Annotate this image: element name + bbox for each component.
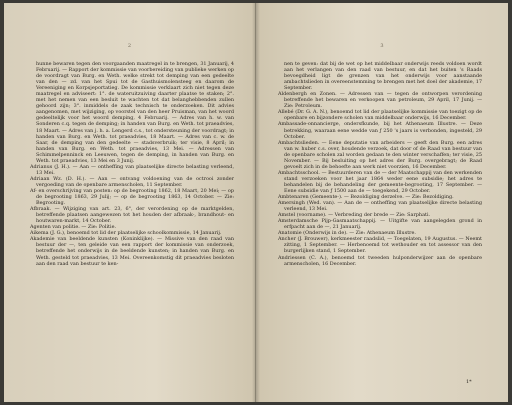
index-entry: Allebé (Dr. G. A. N.), benoemd tot lid der plaatselijke kommissie van toezigt op de openbare en bijzondere scholen van middelbaar onderwijs, 16 December. bbox=[278, 109, 482, 122]
index-entry: nen te geven: dat bij de wet op het middelbaar onderwijs reeds voldoen wordt aan het verlangen van den raad van bestuur, en dat het buiten 's Raads bevoegdheid ligt de grenzen van het onderwijs voor aanstaande ambachtslieden in overeenstemming te brengen met het doel der akademie, 17 September. bbox=[284, 61, 482, 92]
right-page-text bbox=[278, 61, 482, 267]
page-number-right: 3 bbox=[380, 43, 384, 49]
index-entry: Amersingh (Wed. van). — Aan de — ontheffing van plaatselijke directe belasting verleend, 13 Mei. bbox=[278, 200, 482, 213]
index-entry: Andriessen (C. A.), benoemd tot tweeden hulponderwijzer aan de openbare armenscholen, 16 December. bbox=[278, 254, 482, 267]
index-entry: Adrianus (J. H.). — Aan — ontheffing van plaatselijke directe belasting verleend, 13 Mei. bbox=[30, 163, 234, 176]
signature-mark: 1* bbox=[466, 379, 472, 385]
index-entry: Ancher (J. Brouwer), kerkmeester raadslid, — Toegelaten, 19 Augustus. — Neemt zitting, 1 September. — Herbenoemd tot wethouder en tot assessor van den burgerlijken stand, 1 September. bbox=[278, 236, 482, 255]
page-number-left: 2 bbox=[127, 43, 132, 49]
index-entry: Ambachtslieden. — Eene deputatie van arbeiders — geeft den Burg. een adres van w. huber c.s. over, houdende verzoek, dat door of de Raad van bestuur van de openbare scholen zal worden gedaan te den winter verschaffen; ter visie, 25 November. — Bij besluiting op het adres der Burg. overgebragt; de Raad gevoelt zich in de behoefte aan werk niet voorzien, 16 December. bbox=[278, 139, 482, 170]
index-entry: Afbraak. — Wijziging van art. 23, 6°, der verordening op de marktgelden, betreffende plaatsen aangewezen tot het houden der afbraak-, brandhout- en houtwaren-markt, 14 October. bbox=[30, 206, 234, 225]
open-book bbox=[4, 3, 508, 402]
left-page bbox=[4, 3, 256, 402]
index-entry: Akademie van beeldende kunsten (Koninklijke). — Missive van den raad van bestuur der —, ten geleide van een rapport der kommissie van onderzoek, betreffende het onderwijs in de beeldende kunsten; in handen van Burg. en Weth. gesteld tot praeadvies, 13 Mei. Overeenkomstig dit praeadvies besloten aan den raad van bestuur te ken- bbox=[30, 236, 234, 267]
index-entry: Anatomie (Onderwijs in de). — Zie: Athenaeum Illustre. bbox=[278, 230, 416, 237]
index-entry: Af- en overschrijving van posten: op de begrooting 1862, 18 Maart, 20 Mei; — op de begrooting 1863, 29 Julij; — op de begrooting 1863, 14 October. — Zie: Begrooting. bbox=[30, 187, 234, 207]
left-page-text bbox=[30, 61, 234, 267]
index-entry: Aikema (J. G.), benoemd tot lid der plaatselijke schoolkommissie, 14 Januarij. bbox=[30, 230, 222, 237]
index-entry: Ambassade-onnancierge, ondersfkunde, bij het Athenaeum Illustre. — Deze betrekking, waaraan eene wedde van ƒ 250 's jaars is verbonden, ingesteld, 29 October. bbox=[278, 121, 482, 140]
index-entry: Agenten van politie. — Zie: Politie. bbox=[30, 224, 117, 231]
index-entry: hunne bewaren tegen den voorgaanden maatregel in te brengen, 31 Januarij, 4 Februarij. — Rapport der kommissie van voorbereiding van publieke werken op de voordragt van Burg. en Weth. welke strekt tot demping van een gedeelte van den — zd. van het Spui tot de Gasthuismolensteeg en daarom de Vereeniging en Korpsjeportatieg. De kommissie verklaart zich niet tegen deze maatregel en adviseert: 1°. de wateruitzuiving daarter plaatse te staken; 2°. met het nemen van een besluit te wachten tot dat belanghebbenden zullen gehoord zijn; 3°. inmiddels de zaak technisch te onderzoeken. Dit advies aangenomen, met wijziging, op voorstel van den heer Pruisman, van het woord gedeeltelijk voor het woord demping, 4 Februarij. — Adres van h. w. van Sonderen c.q. tegen de demping; in handen van Burg. en Weth. tot praeadvies, 18 Maart. — Adres van j. h. a. Lengerd c.s., tot ondersteuning der voordragt; in handen van Burg. en Weth. tot praeadvies, 18 Maart. — Adres van c. w. de Saar, de demping van den gedeelte — stadsverbruik; ter visie, 8 April; in handen van Burg. en Weth. tot praeadvies, 13 Mei. — Adressen van Schimmelpenninck en Leeuwen, tegen de demping, in handen van Burg. en Weth. tot praeadvies, 13 Mei en 3 Junij. bbox=[36, 61, 235, 164]
index-entry: Amsterdamsche Pijp-Gasmaatschappij. — Uitgifte van aangelegden grond in erfpacht aan de —, 21 Januarij. bbox=[278, 218, 482, 231]
index-entry: Ambtenaren (Gemeente-). — Bezoldiging derzelve. — Zie: Bezoldiging. bbox=[278, 194, 454, 201]
index-entry: Amstel (voorname). — Verbreding der brede — Zie: Sarphati. bbox=[278, 212, 431, 219]
book-gutter bbox=[252, 3, 260, 402]
index-entry: Aldenbergh en Zonen. — Adressen van — tegen de ontworpen verordening betreffende het bewaren en verkoopen van petroleum, 29 April, 17 Junij. — Zie: Petroleum. bbox=[278, 91, 482, 110]
index-entry: Adriaan Wz. (D. H.). — Aan — ontvang voldoening van de octrooi zonder vergoeding van de openbare armenscholen, 11 September. bbox=[30, 175, 234, 188]
right-page bbox=[256, 3, 508, 402]
index-entry: Ambachtsschool. — Bestuurderen van de — der Maatschappij van den werkenden stand verzoeken voor het jaar 1864 weder eene subsidie; het adres te behandelen bij de behandeling der gemeente-begrooting, 17 September. — Eene subsidie van ƒ 1500 aan de — toegekend, 29 October. bbox=[278, 169, 482, 194]
